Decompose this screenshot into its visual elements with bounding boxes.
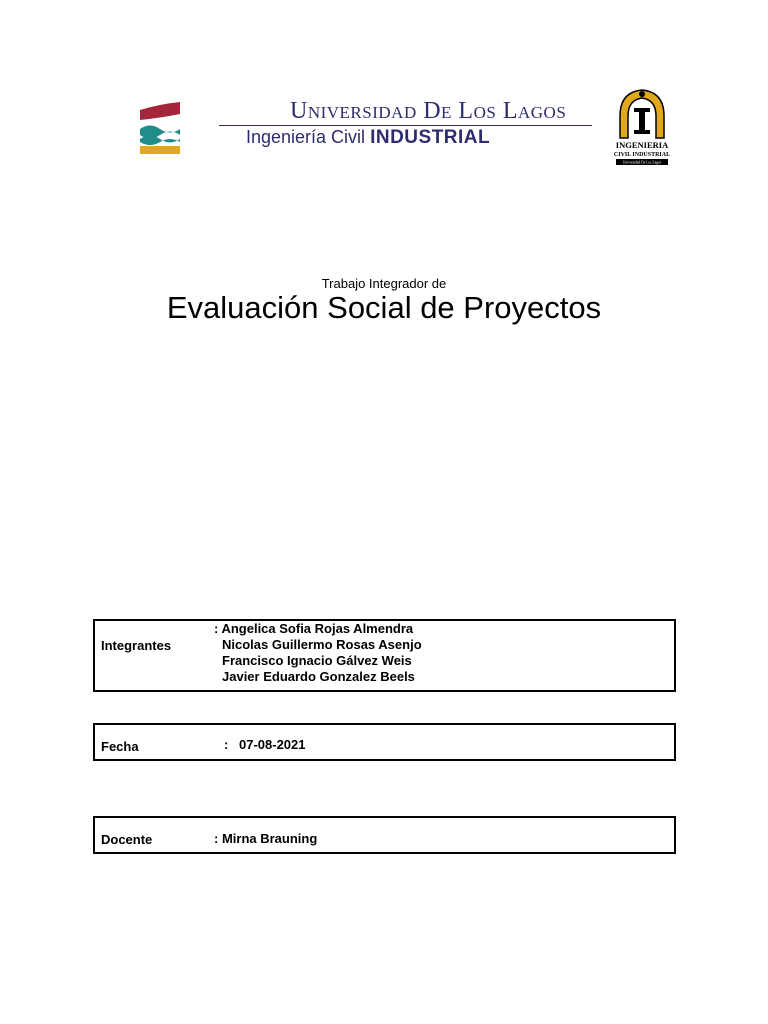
faculty-strong: INDUSTRIAL xyxy=(370,127,491,148)
university-name: Universidad De Los Lagos xyxy=(290,98,567,124)
member-name: Francisco Ignacio Gálvez Weis xyxy=(222,653,412,668)
engineering-logo xyxy=(612,86,672,166)
faculty-name xyxy=(246,127,490,149)
teacher-box xyxy=(93,816,676,854)
date-separator: : xyxy=(224,737,229,752)
university-flag-logo xyxy=(138,100,182,156)
engineering-logo-line2: CIVIL INDUSTRIAL xyxy=(613,152,671,158)
teacher-value: : Mirna Brauning xyxy=(214,831,318,846)
engineering-logo-line3: Universidad De Los Lagos xyxy=(622,160,662,165)
members-label: Integrantes xyxy=(101,638,172,653)
member-name: : Angelica Sofia Rojas Almendra xyxy=(214,621,414,636)
member-name: Nicolas Guillermo Rosas Asenjo xyxy=(222,637,422,652)
document-title: Evaluación Social de Proyectos xyxy=(166,290,602,325)
header-divider xyxy=(219,125,592,126)
teacher-label: Docente xyxy=(101,832,153,847)
document-subtitle: Trabajo Integrador de xyxy=(321,276,447,291)
members-box xyxy=(93,619,676,692)
date-box xyxy=(93,723,676,761)
date-label: Fecha xyxy=(101,739,139,754)
faculty-prefix: Ingeniería Civil xyxy=(246,127,366,147)
member-name: Javier Eduardo Gonzalez Beels xyxy=(222,669,415,684)
date-value: 07-08-2021 xyxy=(239,737,306,752)
engineering-logo-line1: INGENIERIA xyxy=(615,140,669,150)
